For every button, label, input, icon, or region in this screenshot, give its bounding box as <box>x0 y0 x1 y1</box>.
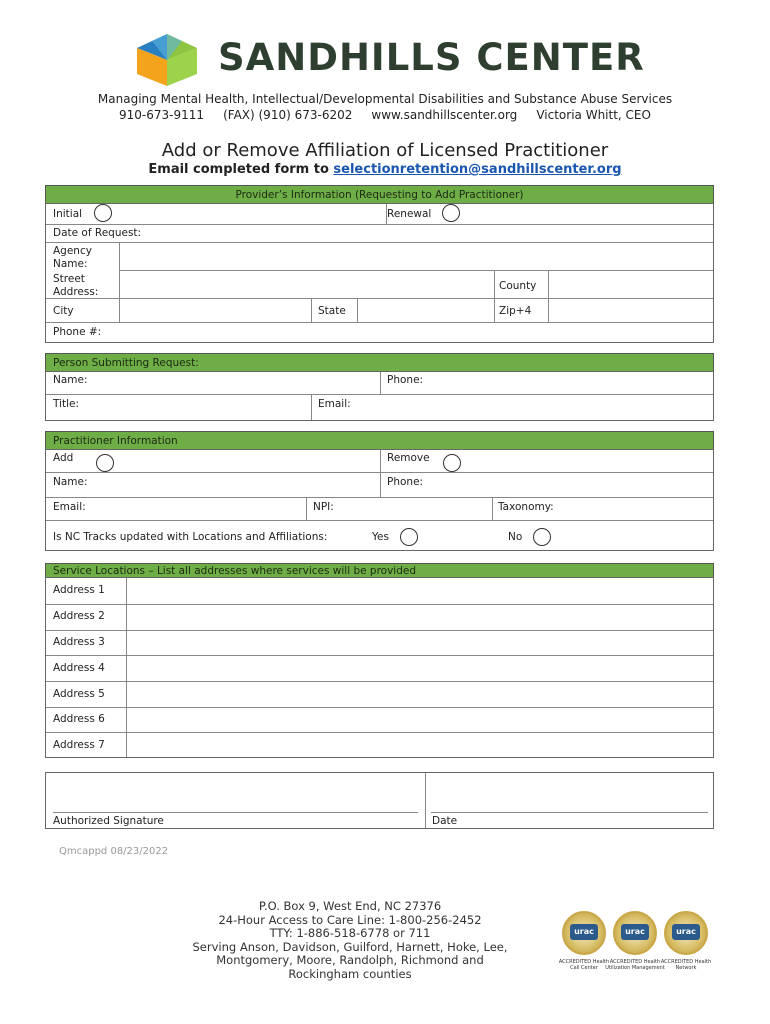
footer-line: Rockingham counties <box>288 966 412 981</box>
provider-section <box>45 203 714 343</box>
submitter-section-heading: Person Submitting Request: <box>45 353 714 372</box>
address-label: Address 4 <box>53 662 105 674</box>
urac-seal-icon <box>562 911 606 955</box>
add-radio[interactable] <box>96 454 114 472</box>
seal-caption: ACCREDITED Health Call Center <box>558 959 610 971</box>
practitioner-email-label: Email: <box>53 501 86 513</box>
renewal-radio[interactable] <box>442 204 460 222</box>
urac-seal-icon <box>613 911 657 955</box>
npi-label: NPI: <box>313 501 334 513</box>
remove-label: Remove <box>387 452 430 464</box>
seal-brand: urac <box>570 924 598 940</box>
seal-brand: urac <box>672 924 700 940</box>
address-label: Address 3 <box>53 636 105 648</box>
practitioner-phone-label: Phone: <box>387 476 424 488</box>
urac-seal-icon <box>664 911 708 955</box>
footer-line: TTY: 1-886-518-6778 or 711 <box>269 926 431 941</box>
yes-radio[interactable] <box>400 528 418 546</box>
tagline: Managing Mental Health, Intellectual/Developmental Disabilities and Substance Abuse Services <box>97 92 673 106</box>
service-section <box>45 577 714 758</box>
address-label: Address 5 <box>53 688 105 700</box>
email-link[interactable]: selectionretention@sandhillscenter.org <box>333 162 622 177</box>
taxonomy-label: Taxonomy: <box>498 501 554 513</box>
zip-label: Zip+4 <box>499 305 532 317</box>
sandhills-logo-icon <box>137 34 197 86</box>
street-address-label: Street Address: <box>53 273 99 298</box>
org-name: SANDHILLS CENTER <box>218 36 645 79</box>
county-label: County <box>499 280 537 292</box>
footer-line: 24-Hour Access to Care Line: 1-800-256-2452 <box>218 912 482 927</box>
submitter-section <box>45 371 714 421</box>
address-label: Address 6 <box>53 713 105 725</box>
service-section-heading: Service Locations – List all addresses where services will be provided <box>45 563 714 578</box>
no-radio[interactable] <box>533 528 551 546</box>
city-label: City <box>53 305 74 317</box>
renewal-label: Renewal <box>387 208 432 220</box>
initial-radio[interactable] <box>94 204 112 222</box>
email-instruction <box>0 162 770 177</box>
footer-line: P.O. Box 9, West End, NC 27376 <box>258 899 442 913</box>
footer-line: Montgomery, Moore, Randolph, Richmond and <box>216 953 484 968</box>
provider-section-heading: Provider’s Information (Requesting to Add Practitioner) <box>45 185 714 204</box>
footer-line: Serving Anson, Davidson, Guilford, Harnett, Hoke, Lee, <box>192 939 508 954</box>
form-code: Qmcappd 08/23/2022 <box>59 846 169 857</box>
nc-tracks-question: Is NC Tracks updated with Locations and Affiliations: <box>53 531 328 543</box>
practitioner-section-heading: Practitioner Information <box>45 431 714 450</box>
initial-label: Initial <box>53 208 83 220</box>
submitter-name-label: Name: <box>53 374 88 386</box>
remove-radio[interactable] <box>443 454 461 472</box>
state-label: State <box>318 305 346 317</box>
seal-caption: ACCREDITED Health Utilization Management <box>605 959 665 971</box>
form-title: Add or Remove Affiliation of Licensed Practitioner <box>161 140 609 161</box>
submitter-phone-label: Phone: <box>387 374 424 386</box>
seal-brand: urac <box>621 924 649 940</box>
email-prefix: Email completed form to <box>148 162 334 177</box>
address-label: Address 7 <box>53 739 105 751</box>
submitter-email-label: Email: <box>318 398 351 410</box>
seal-caption: ACCREDITED Health Network <box>660 959 712 971</box>
add-label: Add <box>53 452 74 464</box>
address-label: Address 2 <box>53 610 105 622</box>
contact-line: 910-673-9111 (FAX) (910) 673-6202 www.sandhillscenter.org Victoria Whitt, CEO <box>119 108 651 122</box>
no-label: No <box>508 531 523 543</box>
submitter-title-label: Title: <box>53 398 80 410</box>
address-label: Address 1 <box>53 584 105 596</box>
yes-label: Yes <box>372 531 389 543</box>
date-label: Date <box>432 815 458 827</box>
practitioner-name-label: Name: <box>53 476 88 488</box>
phone-label: Phone #: <box>53 326 102 338</box>
authorized-signature-label: Authorized Signature <box>53 815 164 827</box>
date-of-request-label: Date of Request: <box>53 227 142 239</box>
agency-name-label: Agency Name: <box>53 245 92 270</box>
